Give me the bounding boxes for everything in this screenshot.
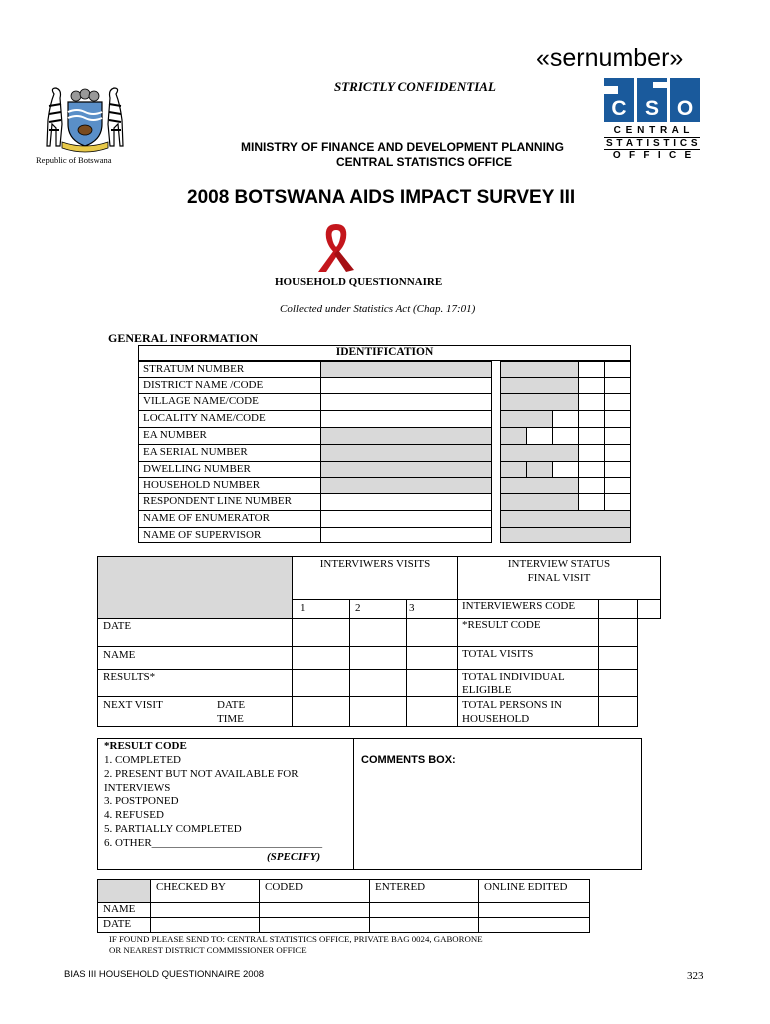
identification-value-field[interactable] (320, 361, 492, 378)
identification-value-field[interactable] (320, 510, 492, 528)
identification-code-box[interactable] (604, 461, 631, 478)
visit-entry-cell[interactable] (349, 618, 407, 647)
aids-ribbon-icon (312, 220, 360, 274)
status-header-2: FINAL VISIT (527, 572, 591, 584)
identification-row-label: STRATUM NUMBER (143, 363, 245, 375)
act-note: Collected under Statistics Act (Chap. 17:01) (280, 303, 476, 315)
identification-code-box (526, 461, 553, 478)
questionnaire-title: HOUSEHOLD QUESTIONNAIRE (275, 276, 443, 288)
identification-code-box[interactable] (604, 393, 631, 411)
identification-code-box (500, 493, 579, 511)
identification-code-box[interactable] (604, 361, 631, 378)
checked-entry-cell[interactable] (259, 902, 370, 918)
cso-line-statistics: S T A T I S T I C S (605, 138, 699, 149)
identification-code-box[interactable] (604, 493, 631, 511)
result-code-item: 4. REFUSED (104, 809, 164, 822)
status-interviewers-code: INTERVIEWERS CODE (462, 600, 576, 612)
status-header-1: INTERVIEW STATUS (507, 558, 611, 570)
identification-value-field[interactable] (320, 410, 492, 428)
visit-number-1: 1 (300, 602, 306, 614)
status-total-individual: TOTAL INDIVIDUAL (462, 671, 565, 683)
identification-value-field[interactable] (320, 444, 492, 462)
identification-row-label: DISTRICT NAME /CODE (143, 379, 264, 391)
visit-entry-cell[interactable] (292, 669, 350, 697)
identification-code-box (500, 427, 527, 445)
identification-code-box[interactable] (604, 477, 631, 494)
identification-row-label: DWELLING NUMBER (143, 463, 251, 475)
identification-table (138, 345, 631, 542)
identification-value-field[interactable] (320, 461, 492, 478)
identification-row-label: NAME OF SUPERVISOR (143, 529, 262, 541)
identification-code-box[interactable] (578, 410, 605, 428)
document-name: BIAS III HOUSEHOLD QUESTIONNAIRE 2008 (64, 969, 265, 980)
checked-entry-cell[interactable] (259, 917, 370, 933)
identification-code-box[interactable] (604, 427, 631, 445)
interviewers-code-box-2[interactable] (637, 599, 661, 619)
identification-header: IDENTIFICATION (335, 346, 434, 358)
result-code-item: 2. PRESENT BUT NOT AVAILABLE FOR (104, 767, 299, 780)
cso-letter-c: C (611, 97, 627, 120)
row-name: NAME (103, 649, 136, 661)
identification-row-label: EA SERIAL NUMBER (143, 446, 248, 458)
identification-code-box (500, 527, 631, 543)
visit-entry-cell[interactable] (349, 669, 407, 697)
visit-entry-cell[interactable] (406, 646, 458, 670)
identification-code-box[interactable] (578, 461, 605, 478)
identification-code-box[interactable] (578, 427, 605, 445)
comments-title: COMMENTS BOX: (361, 754, 456, 766)
checked-header: ENTERED (375, 881, 426, 893)
identification-row-label: HOUSEHOLD NUMBER (143, 479, 261, 491)
identification-code-box[interactable] (604, 444, 631, 462)
checked-entry-cell[interactable] (478, 902, 590, 918)
total-persons-box[interactable] (598, 696, 638, 727)
identification-code-box[interactable] (578, 377, 605, 394)
identification-code-box (500, 361, 579, 378)
identification-row-label: NAME OF ENUMERATOR (143, 512, 270, 524)
identification-code-box[interactable] (578, 477, 605, 494)
checked-row-label: DATE (103, 918, 132, 930)
office-title: CENTRAL STATISTICS OFFICE (336, 155, 512, 169)
survey-title: 2008 BOTSWANA AIDS IMPACT SURVEY III (187, 187, 576, 208)
visit-entry-cell[interactable] (406, 618, 458, 647)
identification-code-box (500, 377, 579, 394)
result-codes-box (97, 738, 642, 870)
result-code-box[interactable] (598, 618, 638, 647)
checked-entry-cell[interactable] (478, 917, 590, 933)
identification-code-box (500, 410, 553, 428)
visit-entry-cell[interactable] (406, 696, 458, 727)
identification-code-box[interactable] (552, 427, 579, 445)
visit-entry-cell[interactable] (349, 696, 407, 727)
identification-code-box (500, 510, 631, 528)
result-code-item: INTERVIEWS (104, 781, 171, 794)
visit-number-3: 3 (409, 602, 415, 614)
result-code-item: 3. POSTPONED (104, 795, 179, 808)
identification-row-label: VILLAGE NAME/CODE (143, 395, 259, 407)
identification-value-field[interactable] (320, 477, 492, 494)
identification-row-label: RESPONDENT LINE NUMBER (143, 495, 292, 507)
row-results: RESULTS* (103, 671, 156, 683)
visit-entry-cell[interactable] (292, 618, 350, 647)
row-next-visit: NEXT VISIT (103, 699, 163, 711)
identification-code-box[interactable] (552, 410, 579, 428)
found-note-1: IF FOUND PLEASE SEND TO: CENTRAL STATISTICS OFFICE, PRIVATE BAG 0024, GABORONE (109, 934, 483, 944)
republic-label: Republic of Botswana (36, 155, 112, 165)
result-code-title: *RESULT CODE (104, 740, 187, 752)
identification-code-box (500, 393, 579, 411)
identification-code-box[interactable] (578, 493, 605, 511)
cso-line-office: O F F I C E (612, 150, 692, 161)
next-visit-date: DATE (217, 699, 246, 711)
checked-header: ONLINE EDITED (484, 881, 568, 893)
status-total-persons: TOTAL PERSONS IN (462, 699, 562, 711)
found-note-2: OR NEAREST DISTRICT COMMISSIONER OFFICE (109, 945, 307, 955)
general-info-title: GENERAL INFORMATION (108, 331, 259, 345)
checked-entry-cell[interactable] (369, 917, 479, 933)
sernumber-field: «sernumber» (536, 44, 684, 72)
status-eligible: ELIGIBLE (462, 684, 512, 696)
identification-row-label: EA NUMBER (143, 429, 207, 441)
identification-code-box[interactable] (578, 393, 605, 411)
identification-code-box[interactable] (526, 427, 553, 445)
ministry-title: MINISTRY OF FINANCE AND DEVELOPMENT PLANNING (241, 140, 564, 154)
identification-code-box (500, 461, 527, 478)
identification-code-box[interactable] (604, 410, 631, 428)
cso-logo (604, 78, 700, 164)
result-code-item: 1. COMPLETED (104, 754, 181, 766)
total-individual-box[interactable] (598, 669, 638, 697)
identification-value-field[interactable] (320, 377, 492, 394)
next-visit-time: TIME (217, 713, 244, 725)
checked-entry-cell[interactable] (369, 902, 479, 918)
identification-code-box[interactable] (604, 377, 631, 394)
checked-header: CODED (265, 881, 303, 893)
cso-line-central: C E N T R A L (613, 125, 691, 136)
identification-value-field[interactable] (320, 527, 492, 543)
visits-table (97, 556, 661, 727)
interviewers-code-box-1[interactable] (598, 599, 638, 619)
status-household: HOUSEHOLD (462, 713, 530, 725)
visit-entry-cell[interactable] (292, 646, 350, 670)
status-total-visits: TOTAL VISITS (462, 648, 534, 660)
confidential-label: STRICTLY CONFIDENTIAL (334, 79, 496, 94)
specify-text: (SPECIFY) (267, 851, 321, 863)
visit-entry-cell[interactable] (349, 646, 407, 670)
status-result-code: *RESULT CODE (462, 619, 541, 631)
identification-code-box[interactable] (578, 361, 605, 378)
cso-letter-s: S (644, 97, 659, 120)
visit-entry-cell[interactable] (406, 669, 458, 697)
visit-entry-cell[interactable] (292, 696, 350, 727)
page-number: 323 (687, 970, 704, 982)
visit-number-2: 2 (355, 602, 361, 614)
row-date: DATE (103, 620, 132, 632)
identification-code-box[interactable] (552, 461, 579, 478)
identification-code-box (500, 444, 579, 462)
checked-row-label: NAME (103, 903, 136, 915)
cso-letter-o: O (676, 97, 694, 120)
specify-label (267, 851, 320, 863)
result-code-item: 6. OTHER_______________________________ (104, 836, 323, 849)
identification-value-field[interactable] (320, 493, 492, 511)
total-visits-box[interactable] (598, 646, 638, 670)
identification-code-box[interactable] (578, 444, 605, 462)
checked-header: CHECKED BY (156, 881, 226, 893)
identification-value-field[interactable] (320, 393, 492, 411)
checked-entry-cell[interactable] (150, 917, 260, 933)
identification-row-label: LOCALITY NAME/CODE (143, 412, 266, 424)
visits-header: INTERVIWERS VISITS (319, 558, 431, 570)
result-code-item: 5. PARTIALLY COMPLETED (104, 823, 242, 835)
checked-table (97, 879, 590, 933)
identification-code-box (500, 477, 579, 494)
checked-entry-cell[interactable] (150, 902, 260, 918)
coat-of-arms-logo (44, 84, 126, 156)
identification-value-field[interactable] (320, 427, 492, 445)
